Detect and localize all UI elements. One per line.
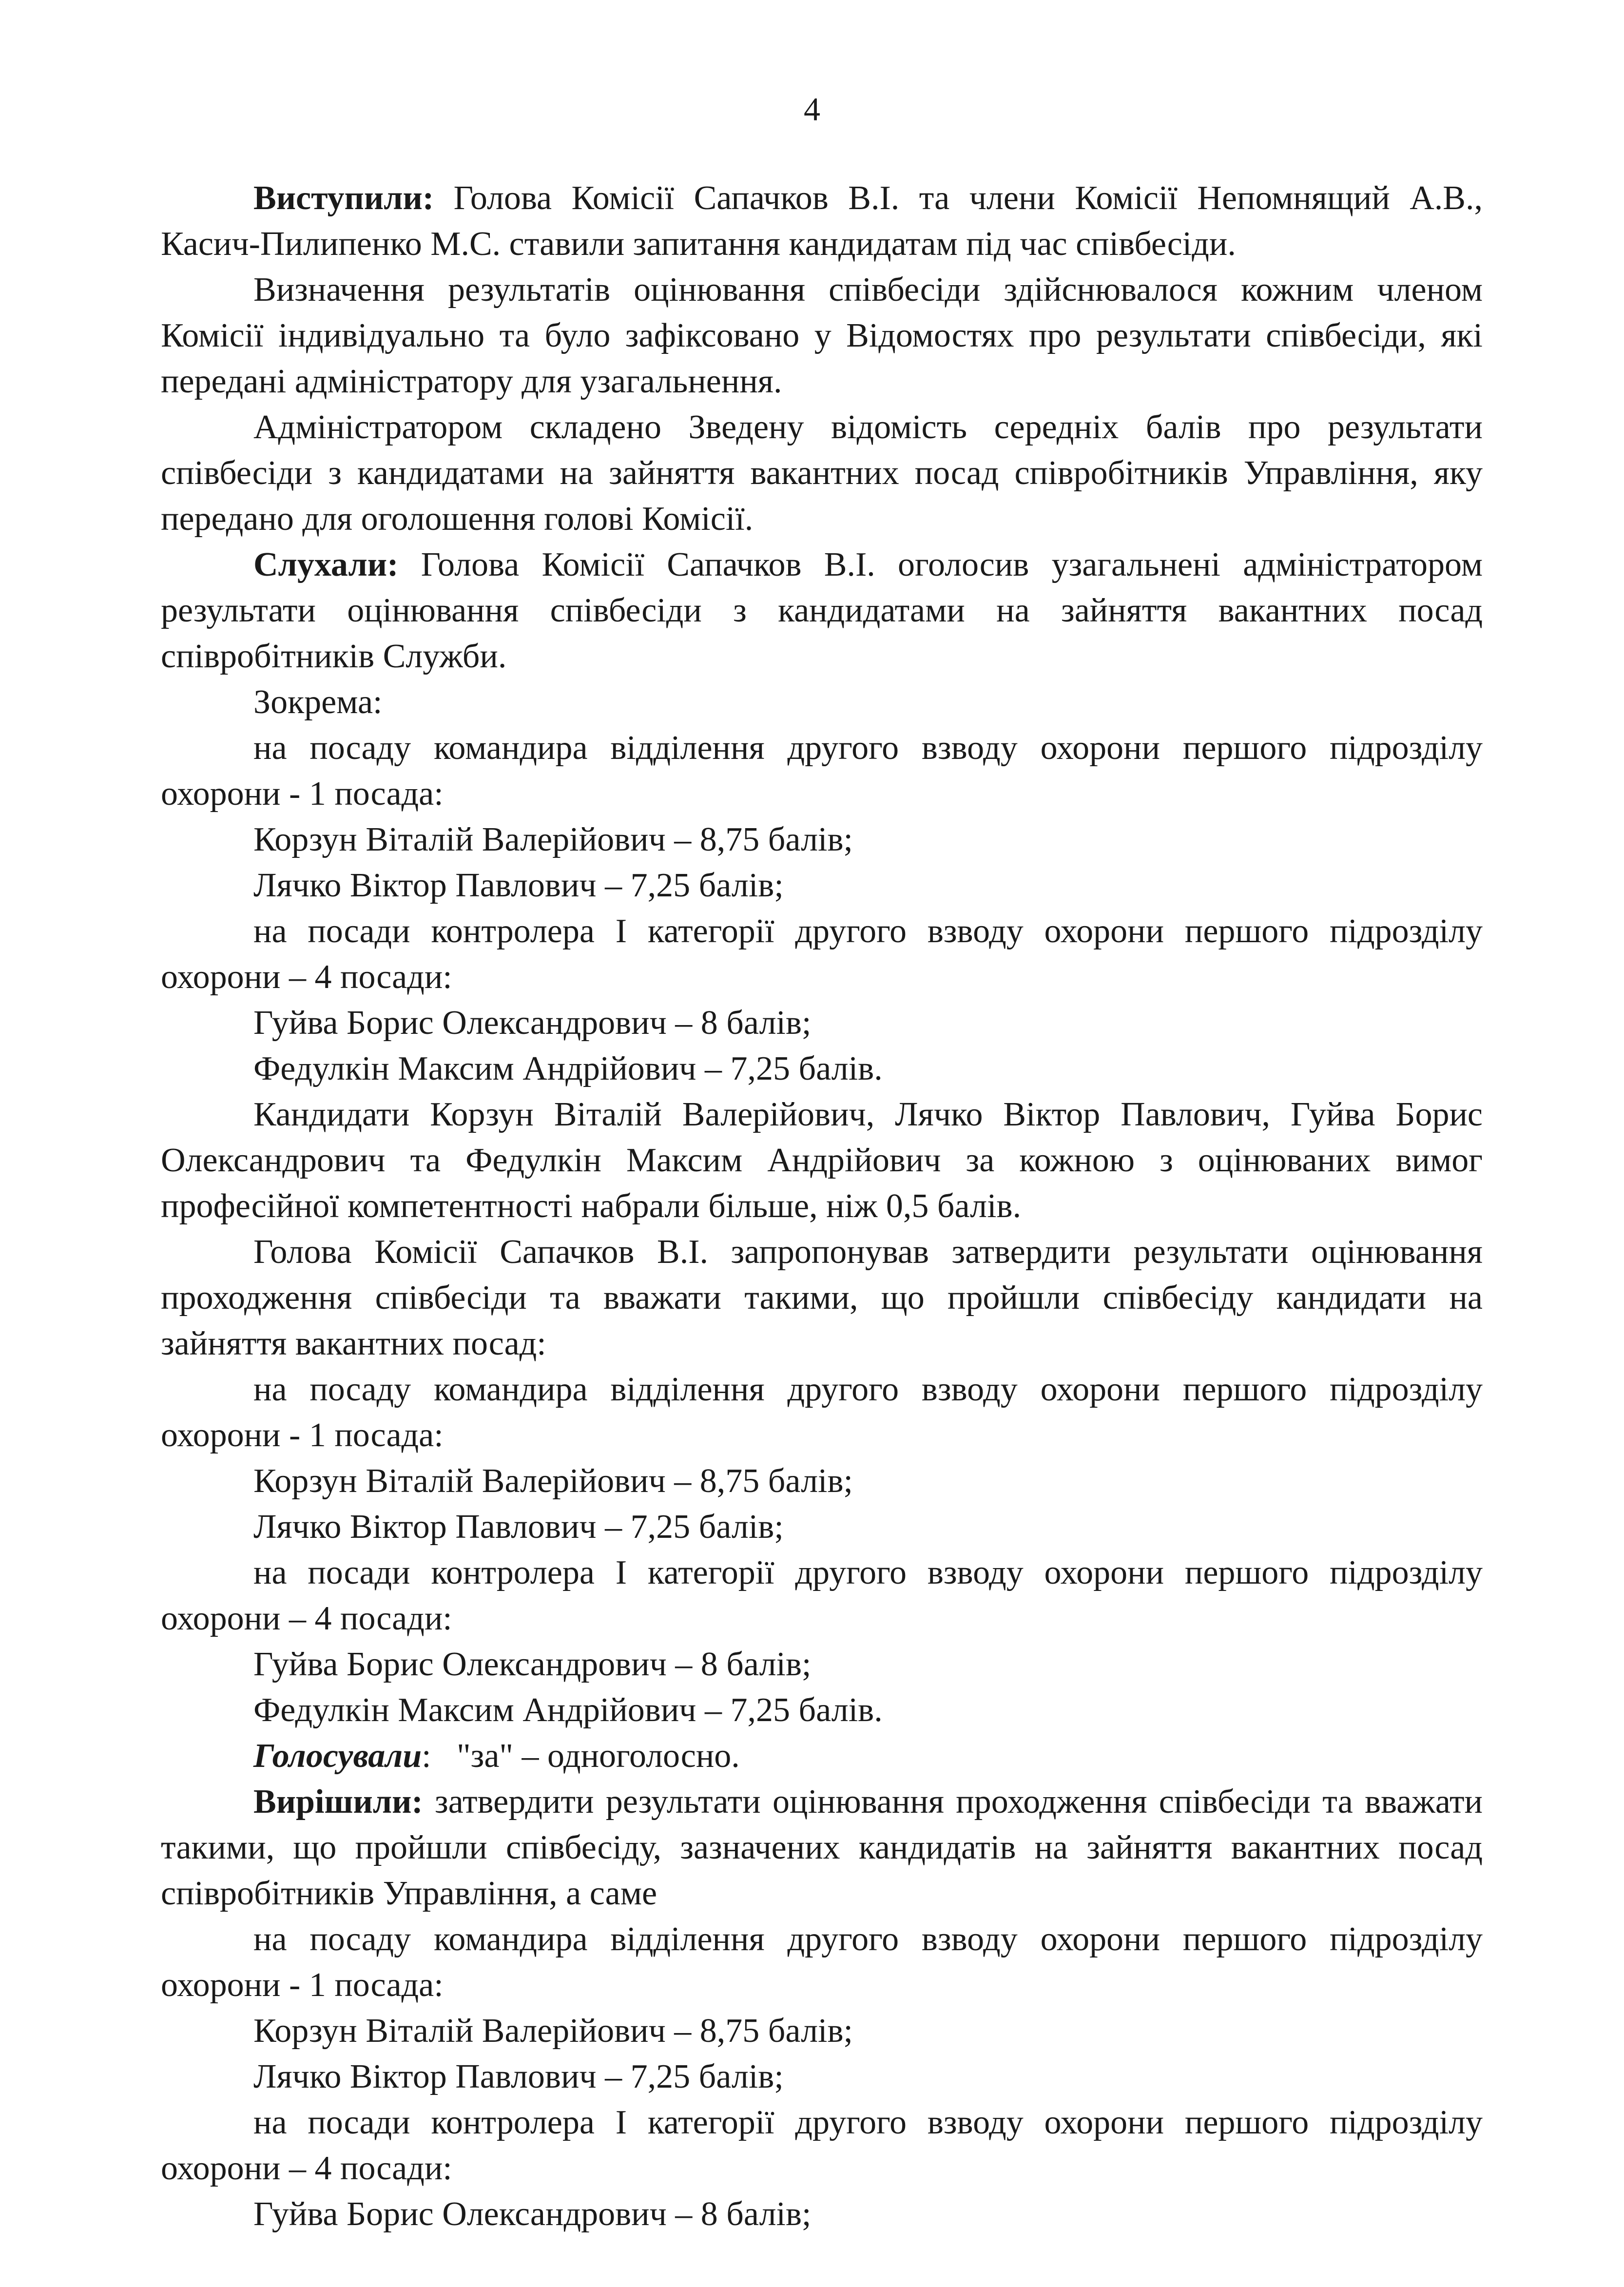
candidate-line: Федулкін Максим Андрійович – 7,25 балів.: [253, 1691, 883, 1729]
paragraph-heard: [161, 542, 1483, 679]
paragraph-proposal: Голова Комісії Сапачков В.І. запропонував затвердити результати оцінювання проходження співбесіди та вважати такими, що пройшли співбесіду кандидати на зайняття вакантних посад:: [161, 1233, 1483, 1362]
candidate-line: Лячко Віктор Павлович – 7,25 балів;: [253, 867, 784, 904]
paragraph-administrator: Адміністратором складено Зведену відомість середніх балів про результати співбесіди з кандидатами на зайняття вакантних посад співробітників Управління, яку передано для оголошення голові Комісії.: [161, 408, 1483, 538]
candidate-line: Гуйва Борис Олександрович – 8 балів;: [253, 1646, 812, 1683]
position-controller-2: на посади контролера І категорії другого взводу охорони першого підрозділу охорони – 4 посади:: [161, 1554, 1483, 1637]
decided-label: Вирішили:: [253, 1783, 423, 1821]
paragraph-speakers: [161, 175, 1483, 267]
paragraph-evaluation: Визначення результатів оцінювання співбесіди здійснювалося кожним членом Комісії індивідуально та було зафіксовано у Відомостях про результати співбесіди, які передані адміністратору для узагальнення.: [161, 271, 1483, 400]
candidate-line: Федулкін Максим Андрійович – 7,25 балів.: [253, 1050, 883, 1087]
paragraph-voted: [161, 1733, 1483, 1779]
candidate-line: Корзун Віталій Валерійович – 8,75 балів;: [253, 1462, 853, 1500]
candidate-line: Лячко Віктор Павлович – 7,25 балів;: [253, 1508, 784, 1546]
candidate-line: Гуйва Борис Олександрович – 8 балів;: [253, 2195, 812, 2233]
position-commander-1: на посаду командира відділення другого взводу охорони першого підрозділу охорони - 1 посада:: [161, 729, 1483, 813]
candidate-line: Лячко Віктор Павлович – 7,25 балів;: [253, 2058, 784, 2095]
candidate-line: Гуйва Борис Олександрович – 8 балів;: [253, 1004, 812, 1042]
speakers-label: Виступили:: [253, 179, 434, 217]
speakers-text: Голова Комісії Сапачков В.І. та члени Комісії Непомнящий А.В., Касич-Пилипенко М.С. ставили запитання кандидатам під час співбесіди.: [161, 179, 1483, 263]
heard-label: Слухали:: [253, 546, 399, 583]
voted-text: : "за" – одноголосно.: [422, 1737, 740, 1775]
position-commander-3: на посаду командира відділення другого взводу охорони першого підрозділу охорони - 1 посада:: [161, 1920, 1483, 2004]
position-controller-1: на посади контролера І категорії другого взводу охорони першого підрозділу охорони – 4 посади:: [161, 912, 1483, 996]
paragraph-decided: [161, 1779, 1483, 1917]
voted-label: Голосували: [253, 1737, 422, 1775]
position-controller-3: на посади контролера І категорії другого взводу охорони першого підрозділу охорони – 4 посади:: [161, 2104, 1483, 2187]
position-commander-2: на посаду командира відділення другого взводу охорони першого підрозділу охорони - 1 посада:: [161, 1371, 1483, 1454]
candidate-line: Корзун Віталій Валерійович – 8,75 балів;: [253, 821, 853, 858]
decided-text: затвердити результати оцінювання проходження співбесіди та вважати такими, що пройшли співбесіду, зазначених кандидатів на зайняття вакантних посад співробітників Управління, а саме: [161, 1783, 1483, 1912]
document-body: [161, 175, 1483, 2237]
paragraph-in-particular: Зокрема:: [253, 683, 383, 721]
page-number: 4: [804, 91, 820, 128]
heard-text: Голова Комісії Сапачков В.І. оголосив узагальнені адміністратором результати оцінювання співбесіди з кандидатами на зайняття вакантних посад співробітників Служби.: [161, 546, 1483, 675]
candidate-line: Корзун Віталій Валерійович – 8,75 балів;: [253, 2012, 853, 2050]
paragraph-candidates-scored: Кандидати Корзун Віталій Валерійович, Лячко Віктор Павлович, Гуйва Борис Олександрович та Федулкін Максим Андрійович за кожною з оцінюваних вимог професійної компетентності набрали більше, ніж 0,5 балів.: [161, 1096, 1483, 1225]
